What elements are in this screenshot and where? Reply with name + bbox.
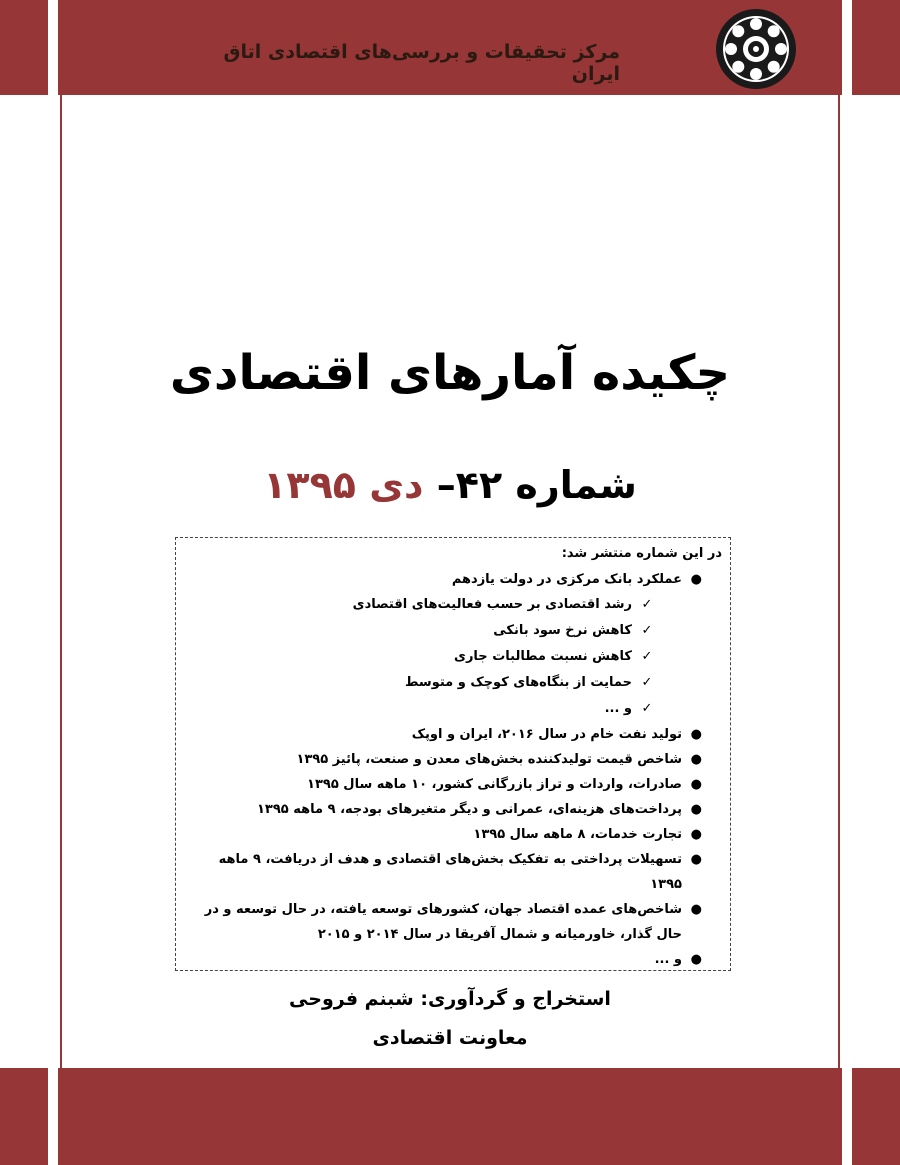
issue-number: شماره ۴۲– [436, 463, 637, 507]
department-name: معاونت اقتصادی [372, 1027, 528, 1049]
list-item: ● تسهیلات پرداختی به تفکیک بخش‌های اقتصادی و هدف از دریافت، ۹ ماهه ۱۳۹۵ [186, 847, 722, 897]
list-item: ● شاخص قیمت تولیدکننده بخش‌های معدن و صنعت، پائیز ۱۳۹۵ [186, 747, 722, 772]
checkmark-icon: ✓ [641, 701, 653, 716]
footer-band [0, 1068, 900, 1165]
right-white-strip [842, 0, 852, 1165]
list-item: ● تولید نفت خام در سال ۲۰۱۶، ایران و اوپک [186, 722, 722, 747]
list-item: ● و ... [186, 947, 722, 972]
sub-list-item: ✓ رشد اقتصادی بر حسب فعالیت‌های اقتصادی [186, 592, 722, 618]
sub-list-item: ✓ کاهش نسبت مطالبات جاری [186, 644, 722, 670]
list-item: ● شاخص‌های عمده اقتصاد جهان، کشورهای توسعه یافته، در حال توسعه و در حال گذار، خاورمیانه و شمال آفریقا در سال ۲۰۱۴ و ۲۰۱۵ [186, 897, 722, 947]
list-item: ● تجارت خدمات، ۸ ماهه سال ۱۳۹۵ [186, 822, 722, 847]
issue-date: دی ۱۳۹۵ [263, 463, 424, 507]
bullet-icon: ● [690, 902, 702, 917]
bullet-icon: ● [690, 827, 702, 842]
checkmark-icon: ✓ [641, 675, 653, 690]
organization-name: مرکز تحقیقات و بررسی‌های اقتصادی اتاق ایران [223, 41, 620, 85]
contents-box [175, 537, 731, 971]
left-white-strip [48, 0, 58, 1165]
bullet-icon: ● [690, 852, 702, 867]
author-credit: استخراج و گردآوری: شبنم فروحی [289, 988, 611, 1010]
bullet-icon: ● [690, 777, 702, 792]
checkmark-icon: ✓ [641, 597, 653, 612]
sub-list-item: ✓ و ... [186, 696, 722, 722]
bullet-icon: ● [690, 952, 702, 967]
contents-intro: در این شماره منتشر شد: [561, 546, 722, 561]
main-title: چکیده آمارهای اقتصادی [169, 345, 731, 401]
sub-list-item: ✓ کاهش نرخ سود بانکی [186, 618, 722, 644]
list-item: ● صادرات، واردات و تراز بازرگانی کشور، ۱۰ ماهه سال ۱۳۹۵ [186, 772, 722, 797]
issue-line [60, 463, 840, 507]
bullet-icon: ● [690, 752, 702, 767]
bullet-icon: ● [690, 802, 702, 817]
bullet-icon: ● [690, 572, 702, 587]
checkmark-icon: ✓ [641, 649, 653, 664]
emblem-icon [715, 8, 797, 90]
sub-list-item: ✓ حمایت از بنگاه‌های کوچک و متوسط [186, 670, 722, 696]
bullet-icon: ● [690, 727, 702, 742]
list-item: ● عملکرد بانک مرکزی در دولت یازدهم [186, 567, 722, 592]
list-item: ● پرداخت‌های هزینه‌ای، عمرانی و دیگر متغیرهای بودجه، ۹ ماهه ۱۳۹۵ [186, 797, 722, 822]
checkmark-icon: ✓ [641, 623, 653, 638]
